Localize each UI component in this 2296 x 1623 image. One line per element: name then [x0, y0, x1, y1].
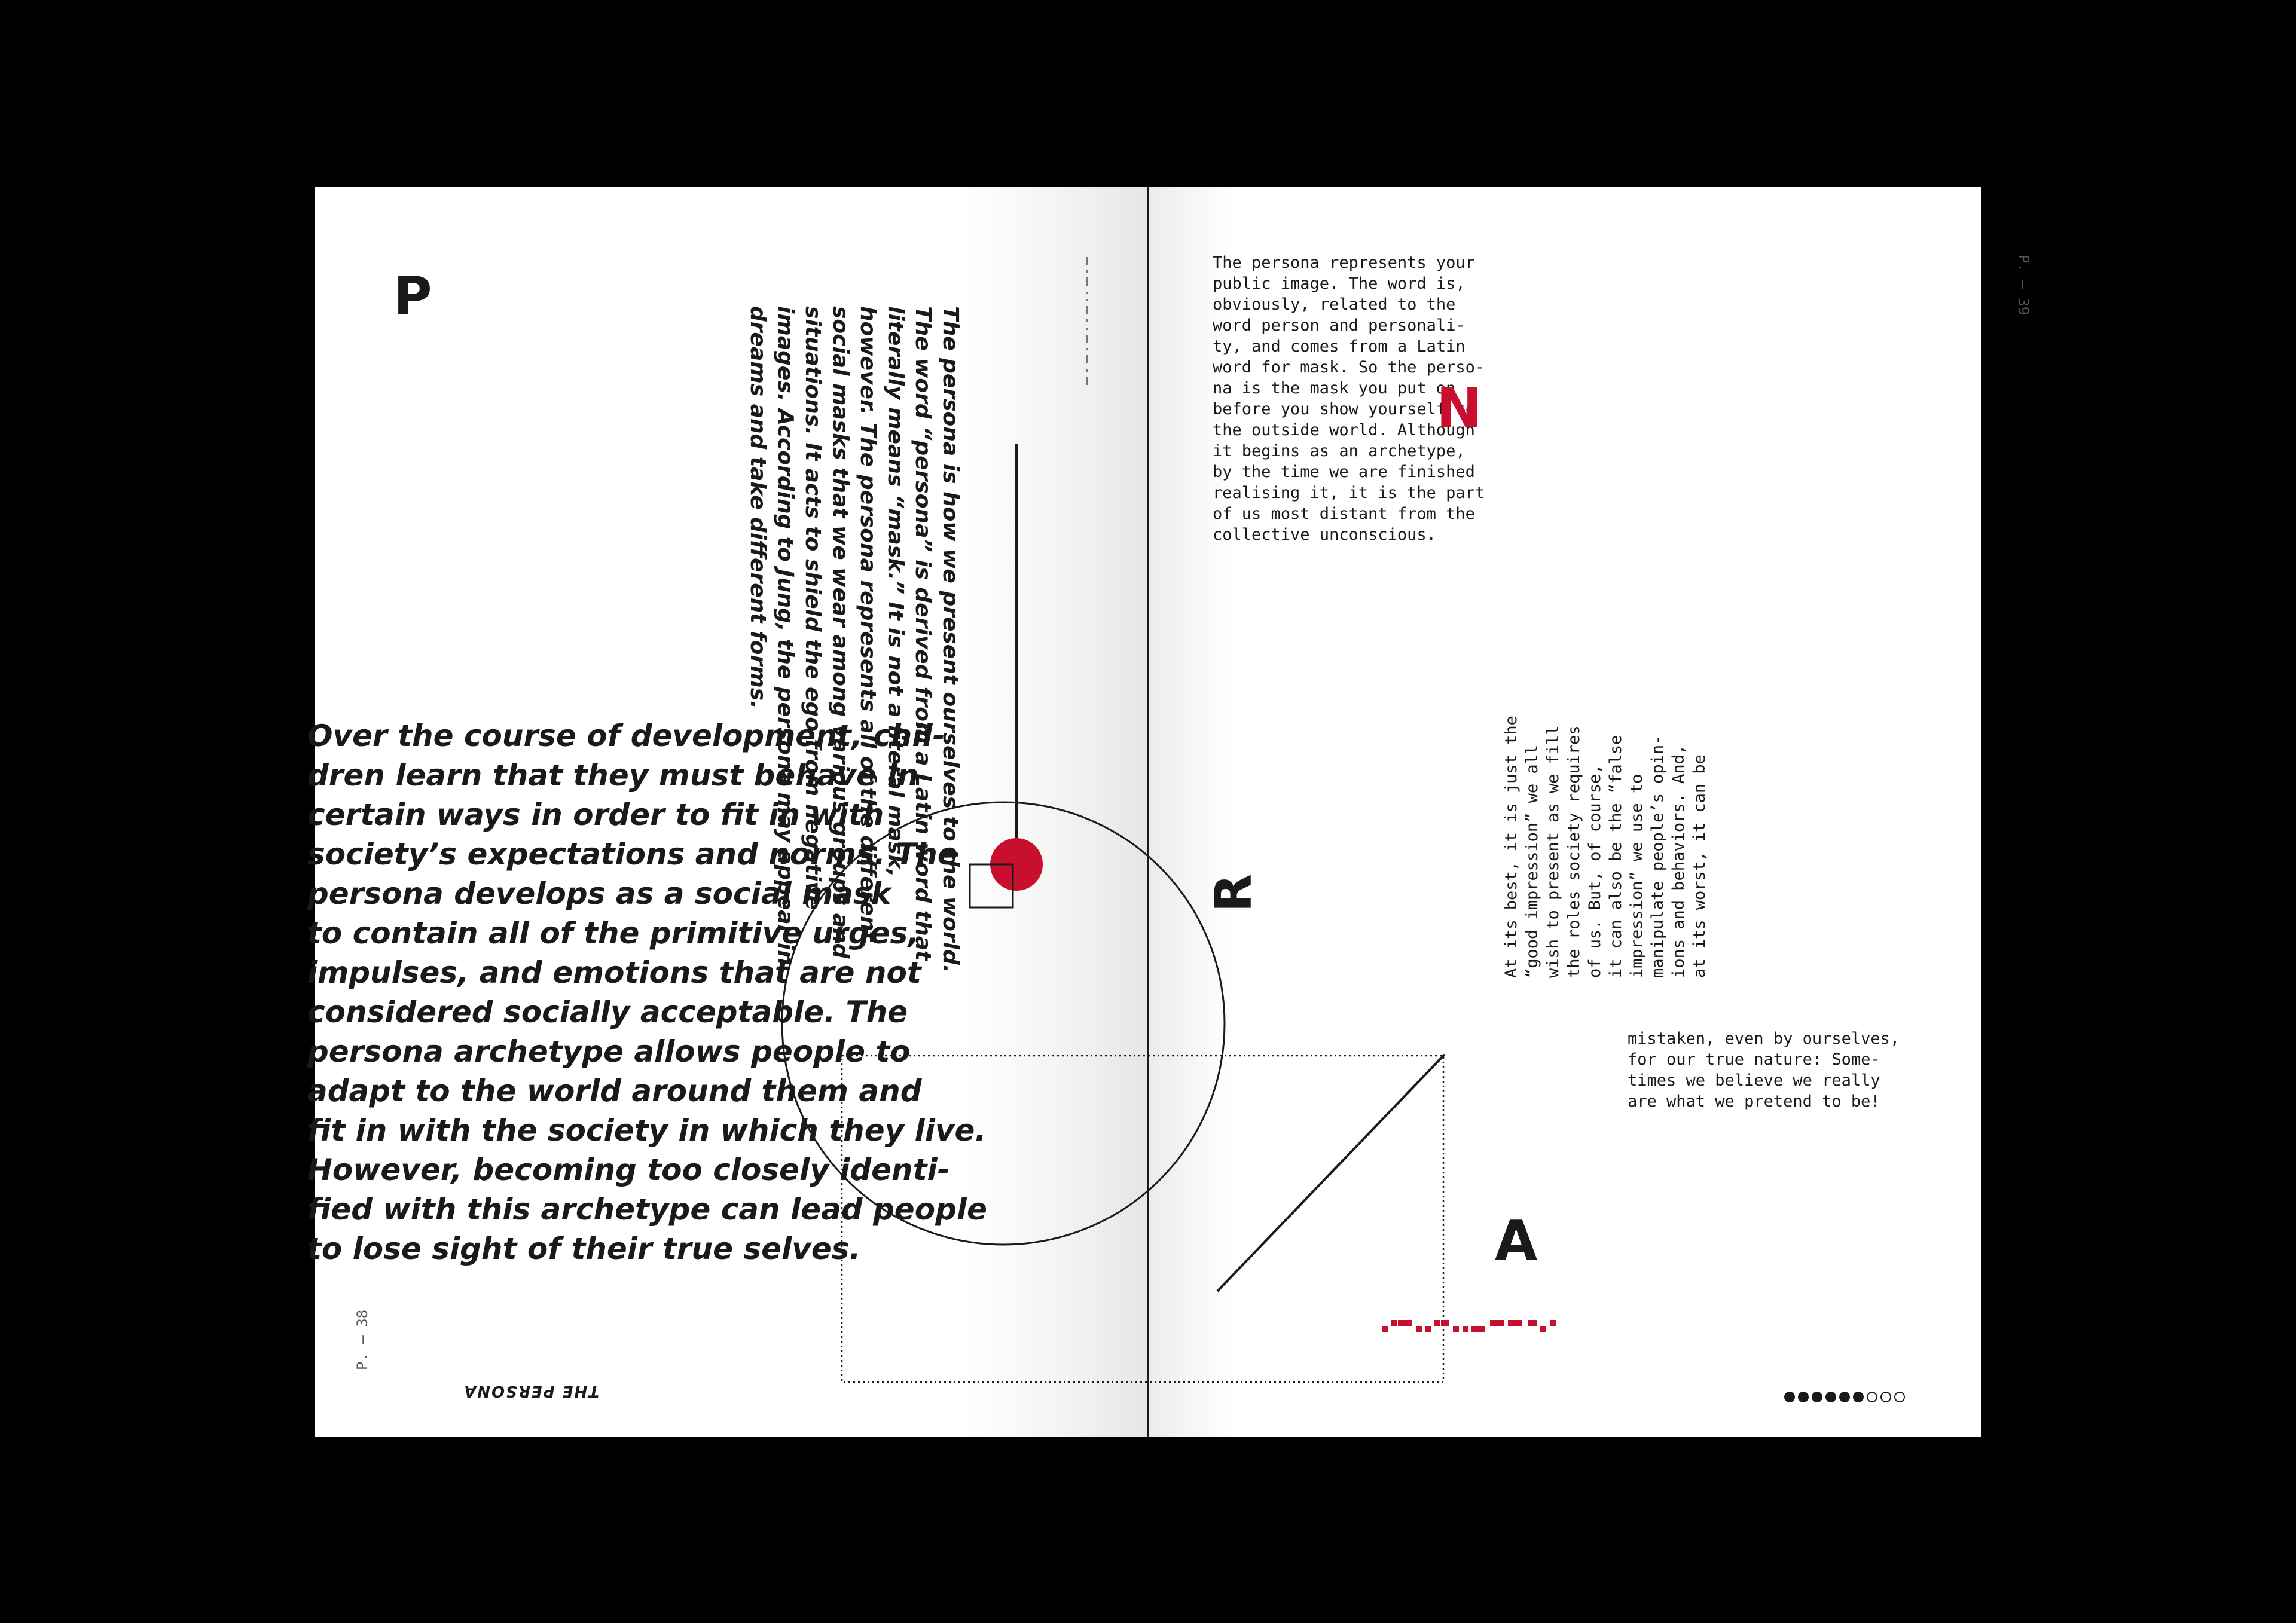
right-vertical-text: At its best, it is just the “good impression” we all wish to present as we fill the roles society requires of us. But, of course, it can also be the “false impression” we use to manipulate people’s opin- ions and behaviors. And, at its worst, it can be [1502, 716, 1709, 978]
progress-dot-filled [1825, 1392, 1836, 1402]
page-number-right: P. – 39 [2015, 255, 2032, 316]
letter-r: R [1204, 873, 1263, 913]
main-body-text: Over the course of development, chil- dren learn that they must behave in certain ways in order to fit in with society’s expectations and norms. The persona develops as a social mask to contain all of the primitive urges, impulses, and emotions that are not considered socially acceptable. The persona archetype allows people to adapt to the world around them and fit in with the society in which they live. However, becoming too closely identi- fied with this archetype can lead people to lose sight of their true selves. [307, 719, 987, 1266]
progress-dot-filled [1839, 1392, 1850, 1402]
progress-dot-filled [1812, 1392, 1822, 1402]
letter-a: A [1495, 1209, 1538, 1273]
progress-dots [1784, 1392, 1905, 1402]
letter-n: N [1436, 377, 1482, 441]
progress-dot-empty [1867, 1392, 1877, 1402]
progress-dot-empty [1880, 1392, 1891, 1402]
progress-dot-empty [1894, 1392, 1905, 1402]
left-page [307, 187, 1147, 1437]
magazine-spread [307, 187, 2032, 1437]
letter-p: P [393, 265, 432, 327]
right-page [1149, 187, 2032, 1437]
vertical-intro-text: The persona is how we present ourselves to the world. The word “persona” is derived from a Latin word that literally means “mask.” It is not a literal mask, however. The persona represents all of the different social masks that we wear among various groups and situations. It acts to shield the ego from negative images. According to Jung, the persona may appear in dreams and take different forms. [746, 306, 963, 973]
right-closing-text: mistaken, even by ourselves, for our true nature: Some- times we believe we really are what we pretend to be! [1628, 1029, 1900, 1111]
progress-dot-filled [1784, 1392, 1795, 1402]
page-number-left: P. – 38 [354, 1309, 371, 1370]
running-head: THE PERSONA [463, 1382, 599, 1400]
progress-dot-filled [1798, 1392, 1809, 1402]
progress-dot-filled [1853, 1392, 1864, 1402]
right-top-text: The persona represents your public image. The word is, obviously, related to the word person and personali- ty, and comes from a Latin word for mask. So the perso- na is the mask you put on before you show yourself to the outside world. Although it begins as an archetype, by the time we are finished realising it, it is the part of us most distant from the collective unconscious. [1213, 253, 1485, 544]
